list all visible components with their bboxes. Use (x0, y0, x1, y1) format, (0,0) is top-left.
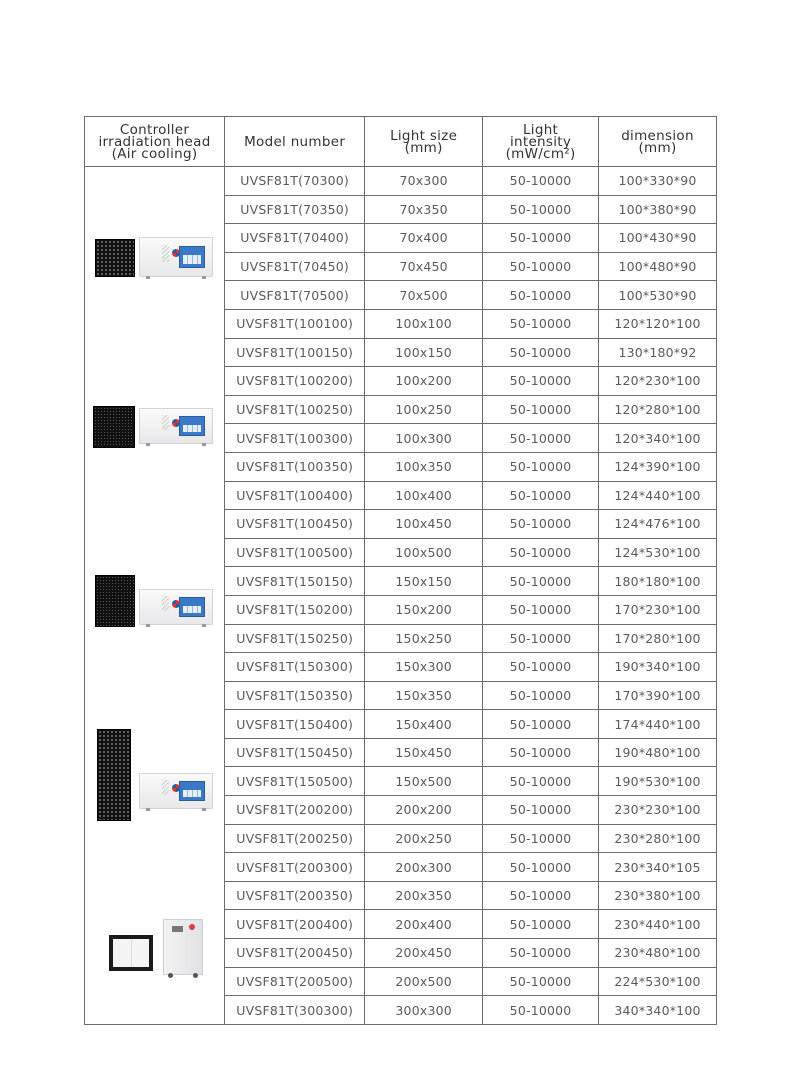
model-cell: UVSF81T(150150) (225, 567, 365, 596)
intensity-cell: 50-10000 (483, 996, 599, 1025)
intensity-cell: 50-10000 (483, 853, 599, 882)
irradiation-panel-image (109, 935, 153, 971)
dimension-cell: 124*440*100 (599, 481, 717, 510)
model-cell: UVSF81T(100200) (225, 367, 365, 396)
product-image-200-series (91, 913, 217, 985)
intensity-cell: 50-10000 (483, 939, 599, 968)
vent-icon (162, 780, 169, 795)
model-cell: UVSF81T(150500) (225, 767, 365, 796)
vent-icon (162, 596, 169, 611)
size-cell: 200x500 (365, 967, 483, 996)
touch-screen-icon (179, 781, 205, 801)
size-cell: 150x150 (365, 567, 483, 596)
intensity-cell: 50-10000 (483, 595, 599, 624)
tower-controller-image (163, 919, 203, 975)
foot-icon (146, 443, 150, 446)
size-cell: 150x450 (365, 738, 483, 767)
irradiation-head-image (97, 729, 131, 821)
header-text: (mW/cm²) (505, 145, 576, 162)
product-image-150-tall-series (91, 725, 217, 825)
size-cell: 100x200 (365, 367, 483, 396)
intensity-cell: 50-10000 (483, 338, 599, 367)
intensity-cell: 50-10000 (483, 710, 599, 739)
size-cell: 150x250 (365, 624, 483, 653)
product-spec-table (84, 116, 717, 1025)
dimension-cell: 190*530*100 (599, 767, 717, 796)
size-cell: 100x350 (365, 452, 483, 481)
dimension-cell: 130*180*92 (599, 338, 717, 367)
model-cell: UVSF81T(200250) (225, 824, 365, 853)
model-cell: UVSF81T(100350) (225, 452, 365, 481)
model-cell: UVSF81T(150400) (225, 710, 365, 739)
size-cell: 70x350 (365, 195, 483, 224)
dimension-cell: 174*440*100 (599, 710, 717, 739)
header-light-intensity (483, 117, 599, 167)
dimension-cell: 100*430*90 (599, 224, 717, 253)
header-text: Light (522, 121, 559, 138)
model-cell: UVSF81T(100450) (225, 510, 365, 539)
model-cell: UVSF81T(200500) (225, 967, 365, 996)
intensity-cell: 50-10000 (483, 281, 599, 310)
model-cell: UVSF81T(100300) (225, 424, 365, 453)
dimension-cell: 120*280*100 (599, 395, 717, 424)
size-cell: 200x300 (365, 853, 483, 882)
header-text: (Air cooling) (111, 145, 198, 162)
product-image-150-series (91, 567, 217, 637)
intensity-cell: 50-10000 (483, 481, 599, 510)
size-cell: 100x500 (365, 538, 483, 567)
size-cell: 200x200 (365, 796, 483, 825)
model-cell: UVSF81T(150200) (225, 595, 365, 624)
dimension-cell: 170*390*100 (599, 681, 717, 710)
model-cell: UVSF81T(70400) (225, 224, 365, 253)
foot-icon (146, 624, 150, 627)
size-cell: 100x450 (365, 510, 483, 539)
table-body (85, 167, 717, 1025)
irradiation-head-image (93, 406, 135, 448)
intensity-cell: 50-10000 (483, 624, 599, 653)
size-cell: 70x300 (365, 167, 483, 196)
header-text: intensity (509, 133, 572, 150)
dimension-cell: 230*340*105 (599, 853, 717, 882)
model-cell: UVSF81T(150300) (225, 653, 365, 682)
dimension-cell: 340*340*100 (599, 996, 717, 1025)
intensity-cell: 50-10000 (483, 910, 599, 939)
display-icon (172, 926, 183, 932)
intensity-cell: 50-10000 (483, 881, 599, 910)
size-cell: 200x350 (365, 881, 483, 910)
size-cell: 200x400 (365, 910, 483, 939)
header-model-number (225, 117, 365, 167)
wheel-icon (168, 973, 173, 978)
vent-icon (162, 245, 169, 262)
intensity-cell: 50-10000 (483, 824, 599, 853)
model-cell: UVSF81T(150450) (225, 738, 365, 767)
model-cell: UVSF81T(200300) (225, 853, 365, 882)
header-text: dimension (621, 127, 694, 144)
dimension-cell: 230*230*100 (599, 796, 717, 825)
model-cell: UVSF81T(100500) (225, 538, 365, 567)
product-image-70-series (91, 231, 217, 287)
intensity-cell: 50-10000 (483, 538, 599, 567)
size-cell: 100x300 (365, 424, 483, 453)
size-cell: 300x300 (365, 996, 483, 1025)
controller-image (139, 773, 213, 809)
size-cell: 200x450 (365, 939, 483, 968)
model-cell: UVSF81T(150350) (225, 681, 365, 710)
irradiation-head-image (95, 239, 135, 277)
foot-icon (202, 624, 206, 627)
intensity-cell: 50-10000 (483, 424, 599, 453)
model-cell: UVSF81T(70350) (225, 195, 365, 224)
size-cell: 100x250 (365, 395, 483, 424)
controller-image (139, 589, 213, 625)
model-cell: UVSF81T(70450) (225, 252, 365, 281)
dimension-cell: 230*280*100 (599, 824, 717, 853)
model-cell: UVSF81T(100100) (225, 309, 365, 338)
model-cell: UVSF81T(200350) (225, 881, 365, 910)
dimension-cell: 100*380*90 (599, 195, 717, 224)
size-cell: 150x400 (365, 710, 483, 739)
header-dimension (599, 117, 717, 167)
intensity-cell: 50-10000 (483, 167, 599, 196)
irradiation-head-image (95, 575, 135, 627)
touch-screen-icon (179, 416, 205, 436)
size-cell: 150x500 (365, 767, 483, 796)
product-image-cell (85, 167, 225, 1025)
intensity-cell: 50-10000 (483, 224, 599, 253)
intensity-cell: 50-10000 (483, 796, 599, 825)
header-text: Light size (390, 127, 458, 144)
header-controller-head (85, 117, 225, 167)
model-cell: UVSF81T(200400) (225, 910, 365, 939)
model-cell: UVSF81T(300300) (225, 996, 365, 1025)
intensity-cell: 50-10000 (483, 681, 599, 710)
dimension-cell: 190*340*100 (599, 653, 717, 682)
dimension-cell: 120*340*100 (599, 424, 717, 453)
touch-screen-icon (179, 246, 205, 268)
model-cell: UVSF81T(100150) (225, 338, 365, 367)
foot-icon (146, 276, 150, 279)
product-image-100-series (91, 400, 217, 460)
intensity-cell: 50-10000 (483, 309, 599, 338)
size-cell: 150x300 (365, 653, 483, 682)
intensity-cell: 50-10000 (483, 510, 599, 539)
size-cell: 100x400 (365, 481, 483, 510)
foot-icon (202, 443, 206, 446)
size-cell: 200x250 (365, 824, 483, 853)
size-cell: 70x450 (365, 252, 483, 281)
dimension-cell: 124*390*100 (599, 452, 717, 481)
dimension-cell: 170*230*100 (599, 595, 717, 624)
dimension-cell: 190*480*100 (599, 738, 717, 767)
size-cell: 150x350 (365, 681, 483, 710)
touch-screen-icon (179, 597, 205, 617)
vent-icon (162, 415, 169, 430)
foot-icon (202, 808, 206, 811)
dimension-cell: 100*330*90 (599, 167, 717, 196)
header-text: Model number (244, 133, 346, 150)
wheel-icon (193, 973, 198, 978)
size-cell: 100x150 (365, 338, 483, 367)
foot-icon (146, 808, 150, 811)
size-cell: 70x400 (365, 224, 483, 253)
foot-icon (202, 276, 206, 279)
controller-image (139, 408, 213, 444)
size-cell: 150x200 (365, 595, 483, 624)
table-row (85, 167, 717, 196)
power-button-icon (189, 924, 195, 930)
dimension-cell: 170*280*100 (599, 624, 717, 653)
dimension-cell: 230*440*100 (599, 910, 717, 939)
header-text: Controller (119, 121, 190, 138)
controller-image (139, 237, 213, 277)
header-light-size (365, 117, 483, 167)
intensity-cell: 50-10000 (483, 367, 599, 396)
model-cell: UVSF81T(200450) (225, 939, 365, 968)
dimension-cell: 230*380*100 (599, 881, 717, 910)
dimension-cell: 124*530*100 (599, 538, 717, 567)
dimension-cell: 120*230*100 (599, 367, 717, 396)
dimension-cell: 120*120*100 (599, 309, 717, 338)
intensity-cell: 50-10000 (483, 195, 599, 224)
model-cell: UVSF81T(100250) (225, 395, 365, 424)
intensity-cell: 50-10000 (483, 738, 599, 767)
intensity-cell: 50-10000 (483, 653, 599, 682)
model-cell: UVSF81T(70500) (225, 281, 365, 310)
intensity-cell: 50-10000 (483, 252, 599, 281)
dimension-cell: 224*530*100 (599, 967, 717, 996)
intensity-cell: 50-10000 (483, 567, 599, 596)
dimension-cell: 180*180*100 (599, 567, 717, 596)
dimension-cell: 230*480*100 (599, 939, 717, 968)
size-cell: 100x100 (365, 309, 483, 338)
intensity-cell: 50-10000 (483, 767, 599, 796)
dimension-cell: 100*530*90 (599, 281, 717, 310)
model-cell: UVSF81T(200200) (225, 796, 365, 825)
intensity-cell: 50-10000 (483, 452, 599, 481)
intensity-cell: 50-10000 (483, 395, 599, 424)
header-text: (mm) (404, 139, 443, 156)
header-row (85, 117, 717, 167)
header-text: (mm) (638, 139, 677, 156)
dimension-cell: 124*476*100 (599, 510, 717, 539)
model-cell: UVSF81T(150250) (225, 624, 365, 653)
model-cell: UVSF81T(100400) (225, 481, 365, 510)
size-cell: 70x500 (365, 281, 483, 310)
dimension-cell: 100*480*90 (599, 252, 717, 281)
header-text: irradiation head (98, 133, 211, 150)
intensity-cell: 50-10000 (483, 967, 599, 996)
model-cell: UVSF81T(70300) (225, 167, 365, 196)
